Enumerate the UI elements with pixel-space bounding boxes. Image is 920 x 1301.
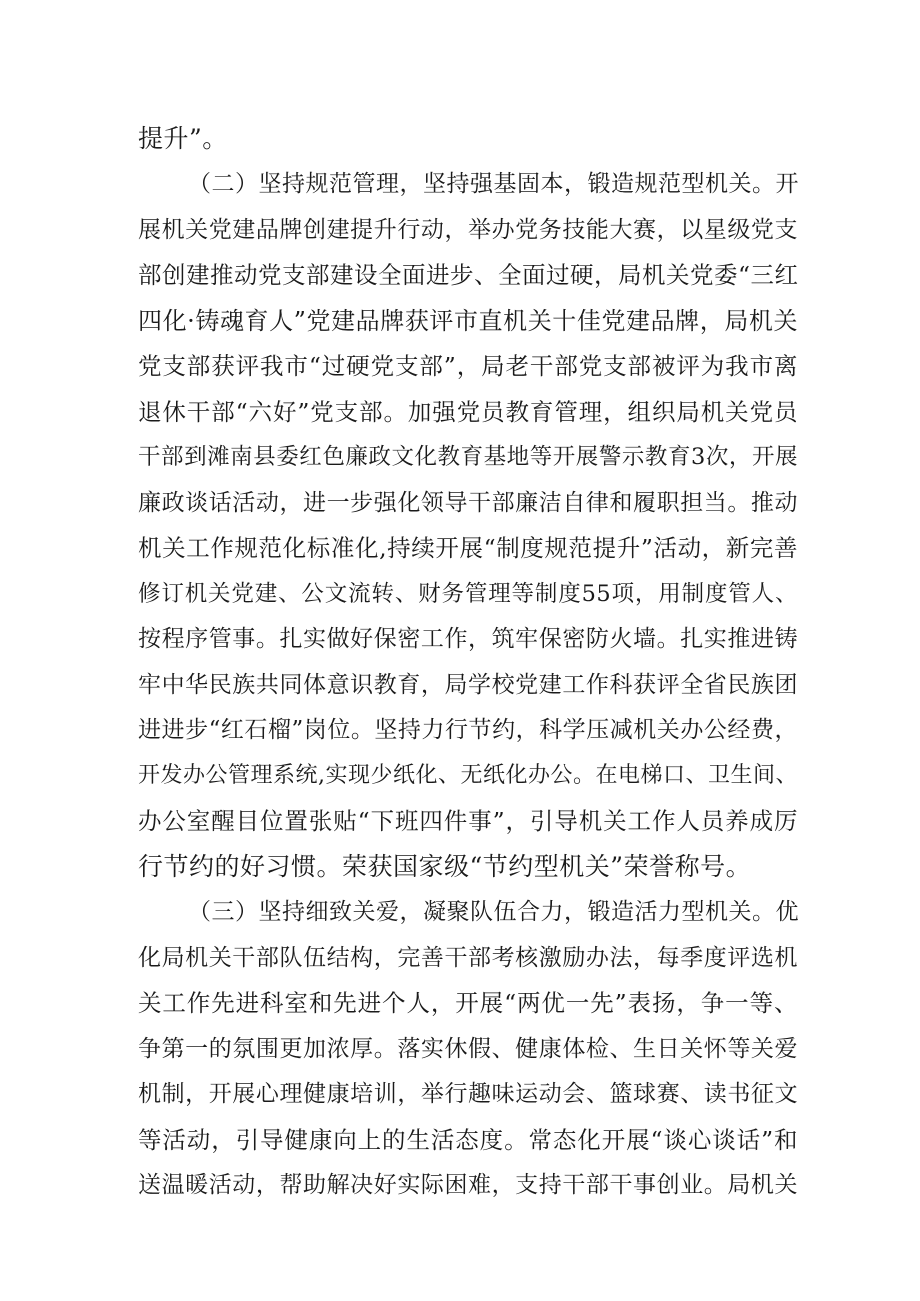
text-line: 部创建推动党支部建设全面进步、全面过硬，局机关党委“三红: [138, 261, 799, 289]
text-line: 四化·铸魂育人”党建品牌获评市直机关十佳党建品牌，局机关: [138, 307, 798, 335]
text-line: 党支部获评我市“过硬党支部”，局老干部党支部被评为我市离: [138, 352, 798, 380]
text-line: 修订机关党建、公文流转、财务管理等制度55项，用制度管人、: [138, 581, 798, 607]
section-heading-line: （三）坚持细致关爱，凝聚队伍合力，锻造活力型机关。优: [188, 899, 799, 925]
text-line: 机制，开展心理健康培训，举行趣味运动会、篮球赛、读书征文: [138, 1081, 798, 1107]
text-line: 办公室醒目位置张贴“下班四件事”，引导机关工作人员养成厉: [138, 807, 798, 835]
text-line: 干部到滩南县委红色廉政文化教育基地等开展警示教育3次，开展: [138, 444, 798, 470]
text-line: 退休干部“六好”党支部。加强党员教育管理，组织局机关党员: [138, 398, 798, 426]
text-line: 等活动，引导健康向上的生活态度。常态化开展“谈心谈话”和: [138, 1126, 798, 1154]
text-line: 行节约的好习惯。荣获国家级“节约型机关”荣誉称号。: [138, 852, 752, 881]
text-line: 按程序管事。扎实做好保密工作，筑牢保密防火墙。扎实推进铸: [138, 626, 798, 652]
text-line: 送温暖活动，帮助解决好实际困难，支持干部干事创业。局机关: [138, 1172, 798, 1198]
text-line: 提升”。: [138, 124, 228, 153]
text-line: 化局机关干部队伍结构，完善干部考核激励办法，每季度评选机: [138, 945, 798, 971]
text-line: 关工作先进科室和先进个人，开展“两优一先”表扬，争一等、: [138, 989, 798, 1017]
section-heading-line: （二）坚持规范管理，坚持强基固本，锻造规范型机关。开: [188, 171, 799, 197]
text-line: 廉政谈话活动，进一步强化领导干部廉洁自律和履职担当。推动: [138, 490, 798, 516]
text-line: 开发办公管理系统,实现少纸化、无纸化办公。在电梯口、卫生间、: [138, 763, 798, 788]
text-line: 展机关党建品牌创建提升行动，举办党务技能大赛，以星级党支: [138, 217, 798, 243]
text-line: 争第一的氛围更加浓厚。落实休假、健康体检、生日关怀等关爱: [138, 1036, 798, 1062]
text-line: 牢中华民族共同体意识教育，局学校党建工作科获评全省民族团: [138, 672, 798, 698]
text-line: 进进步“红石榴”岗位。坚持力行节约，科学压减机关办公经费，: [138, 717, 798, 743]
text-line: 机关工作规范化标准化,持续开展“制度规范提升”活动，新完善: [138, 534, 798, 562]
